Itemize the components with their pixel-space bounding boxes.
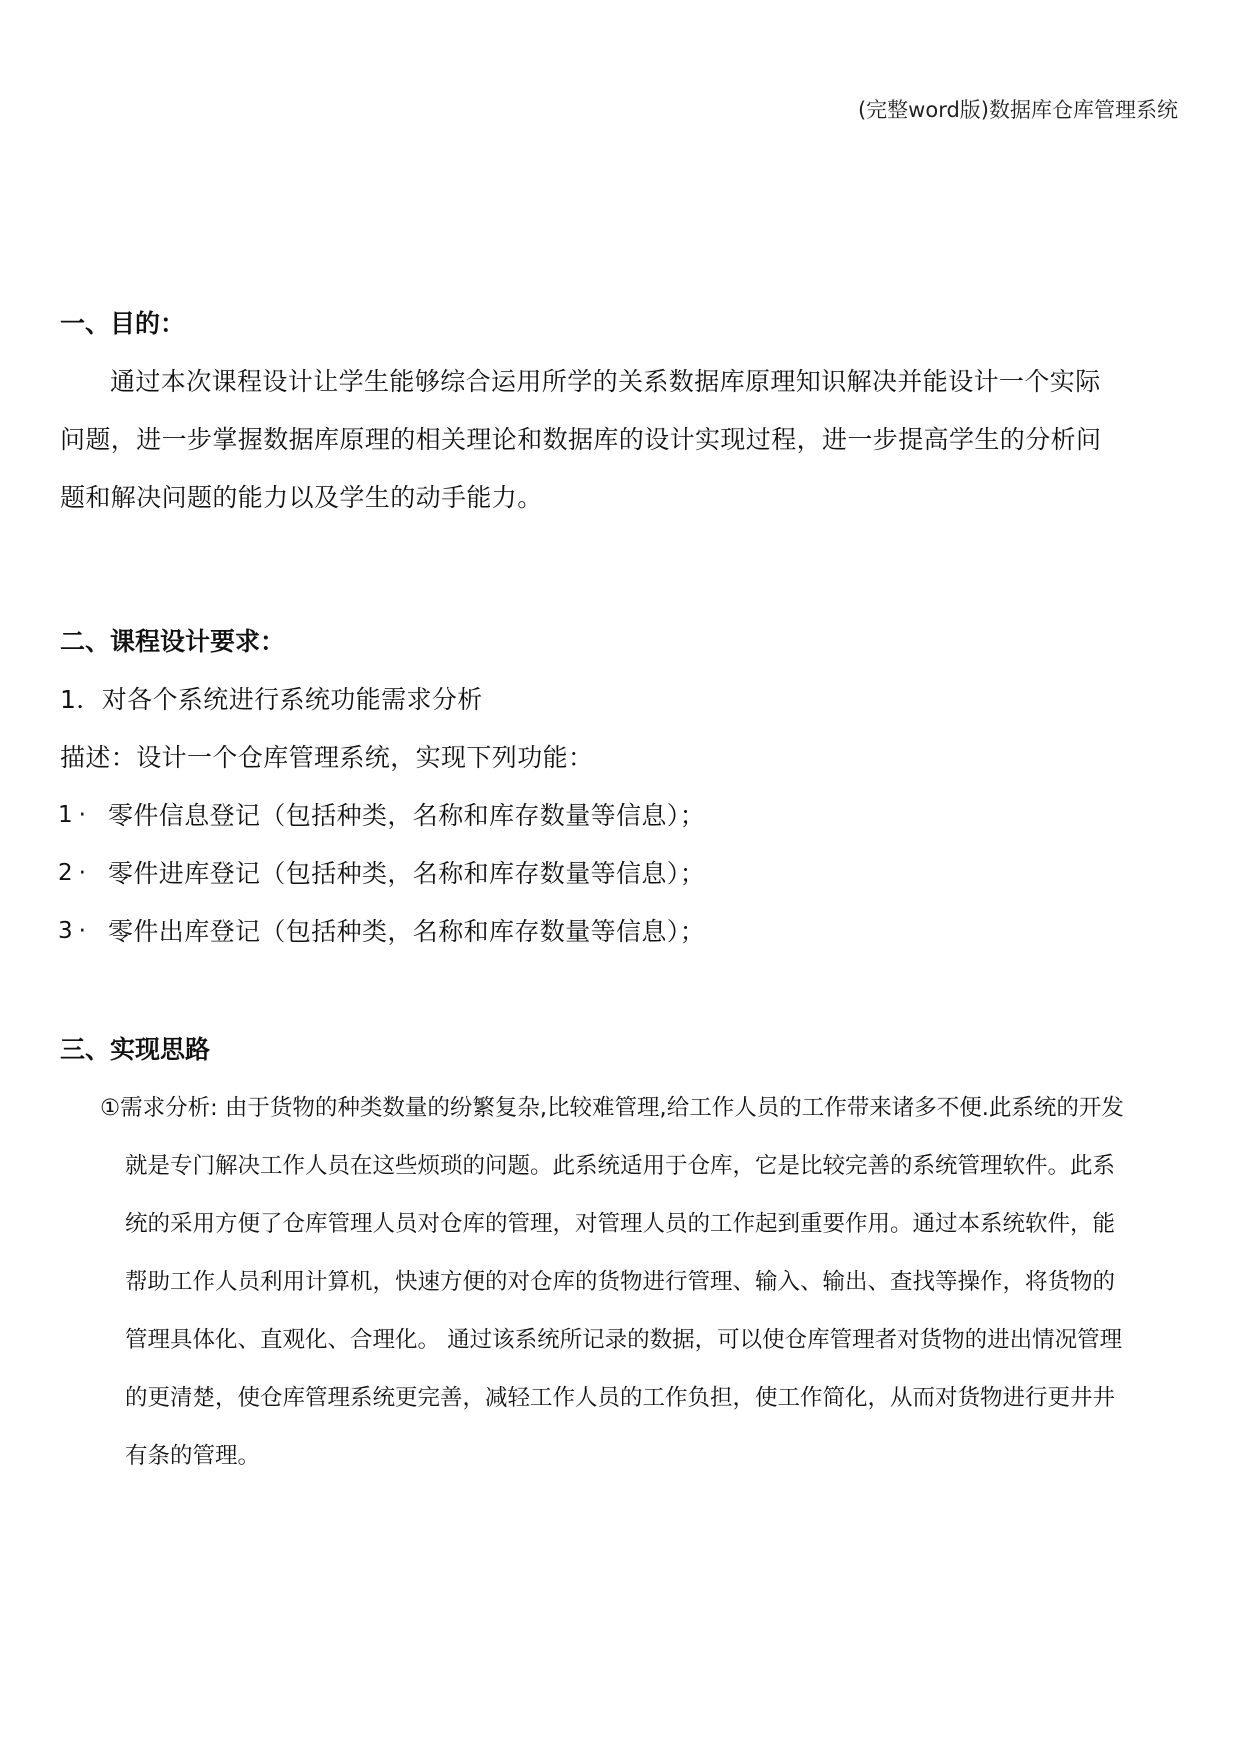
list-number: 1 · [58, 802, 86, 828]
section3-paragraph-line: 管理具体化、直观化、合理化。 通过该系统所记录的数据，可以使仓库管理者对货物的进出情况管理 [125, 1327, 1123, 1353]
section3-heading: 三、实现思路 [60, 1035, 211, 1064]
section1-paragraph-line: 通过本次课程设计让学生能够综合运用所学的关系数据库原理知识解决并能设计一个实际 [110, 367, 1101, 396]
list-number: 2 · [58, 860, 86, 886]
list-item-text: 零件信息登记（包括种类，名称和库存数量等信息）； [108, 801, 706, 830]
list-item-text: 零件进库登记（包括种类，名称和库存数量等信息）； [108, 859, 706, 888]
section3-paragraph-line: 就是专门解决工作人员在这些烦琐的问题。此系统适用于仓库，它是比较完善的系统管理软件。此系 [125, 1153, 1116, 1179]
section1-paragraph-line: 题和解决问题的能力以及学生的动手能力。 [60, 483, 543, 512]
section3-paragraph-line: 的更清楚，使仓库管理系统更完善，减轻工作人员的工作负担，使工作简化，从而对货物进行更井井 [125, 1385, 1116, 1411]
section2-item1: 1．对各个系统进行系统功能需求分析 [60, 685, 483, 714]
section3-paragraph-line: ①需求分析: 由于货物的种类数量的纷繁复杂,比较难管理,给工作人员的工作带来诸多不便.此系统的开发 [100, 1095, 1124, 1121]
list-number: 3 · [58, 918, 86, 944]
section3-paragraph-line: 有条的管理。 [125, 1443, 261, 1469]
section1-paragraph-line: 问题，进一步掌握数据库原理的相关理论和数据库的设计实现过程，进一步提高学生的分析问 [60, 425, 1102, 454]
section3-paragraph-line: 帮助工作人员利用计算机，快速方便的对仓库的货物进行管理、输入、输出、查找等操作，将货物的 [125, 1269, 1116, 1295]
section2-description: 描述：设计一个仓库管理系统，实现下列功能： [60, 743, 594, 772]
section2-heading: 二、课程设计要求： [60, 627, 286, 656]
list-item-text: 零件出库登记（包括种类，名称和库存数量等信息）； [108, 917, 706, 946]
document-header-title: (完整word版)数据库仓库管理系统 [857, 98, 1178, 122]
section3-paragraph-line: 统的采用方便了仓库管理人员对仓库的管理，对管理人员的工作起到重要作用。通过本系统软件，能 [125, 1211, 1116, 1237]
section1-heading: 一、目的： [60, 309, 186, 338]
